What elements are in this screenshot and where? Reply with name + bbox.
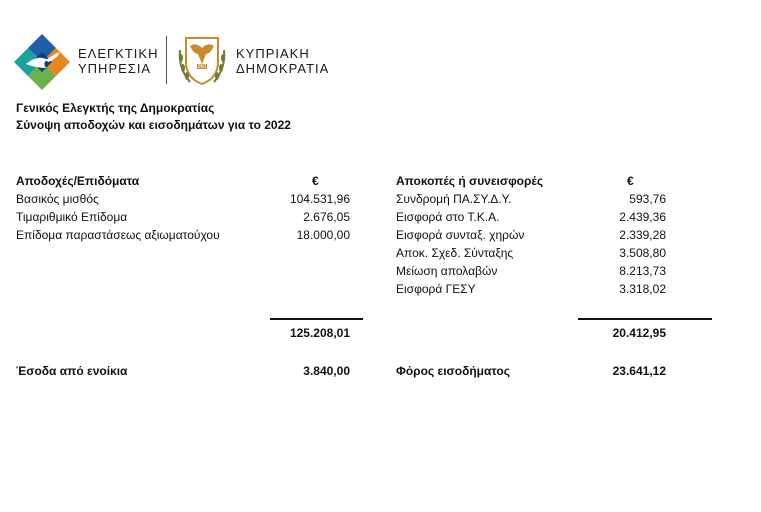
audit-office-emblem-icon: [12, 34, 72, 90]
income-tax-label: Φόρος εισοδήματος: [396, 364, 510, 378]
cyprus-republic-name-line2: ΔΗΜΟΚΡΑΤΙΑ: [236, 61, 330, 76]
deduction-item-value: 8.213,73: [619, 264, 666, 278]
deduction-item-label: Αποκ. Σχεδ. Σύνταξης: [396, 246, 514, 260]
audit-office-logo: [12, 34, 72, 90]
earnings-list: [16, 190, 350, 244]
list-item: [16, 226, 350, 244]
earnings-item-value: 18.000,00: [296, 228, 350, 242]
deduction-item-label: Μείωση απολαβών: [396, 264, 498, 278]
earnings-total: 125.208,01: [289, 326, 350, 340]
earnings-item-label: Τιμαριθμικό Επίδομα: [16, 210, 128, 224]
deductions-total-rule: [578, 318, 712, 320]
earnings-currency-label: €: [312, 174, 319, 188]
deductions-currency-label: €: [627, 174, 634, 188]
list-item: [396, 190, 666, 208]
list-item: [16, 208, 350, 226]
earnings-item-value: 104.531,96: [289, 192, 350, 206]
deduction-item-value: 2.439,36: [619, 210, 666, 224]
deduction-item-label: Εισφορά ΓΕΣΥ: [396, 282, 476, 296]
title-line1: Γενικός Ελεγκτής της Δημοκρατίας: [16, 101, 215, 115]
list-item: [16, 190, 350, 208]
list-item: [396, 244, 666, 262]
cyprus-coat-of-arms-icon: [176, 34, 228, 88]
deduction-item-value: 2.339,28: [619, 228, 666, 242]
audit-office-name-line2: ΥΠΗΡΕΣΙΑ: [78, 61, 152, 76]
rental-income-value: 3.840,00: [303, 364, 350, 378]
deduction-item-value: 3.508,80: [619, 246, 666, 260]
deductions-header-label: Αποκοπές ή συνεισφορές: [396, 174, 544, 188]
income-tax-value: 23.641,12: [612, 364, 666, 378]
title-line2: Σύνοψη αποδοχών και εισοδημάτων για το 2022: [16, 118, 291, 132]
cyprus-republic-name-line1: ΚΥΠΡΙΑΚΗ: [236, 46, 310, 61]
earnings-item-label: Επίδομα παραστάσεως αξιωματούχου: [16, 228, 220, 242]
cyprus-republic-name: [236, 46, 329, 76]
deduction-item-label: Συνδρομή ΠΑ.ΣΥ.Δ.Υ.: [396, 192, 512, 206]
earnings-item-value: 2.676,05: [303, 210, 350, 224]
deduction-item-value: 3.318,02: [619, 282, 666, 296]
list-item: [396, 280, 666, 298]
list-item: [396, 208, 666, 226]
deduction-item-label: Εισφορά συνταξ. χηρών: [396, 228, 525, 242]
deduction-item-label: Εισφορά στο Τ.Κ.Α.: [396, 210, 500, 224]
audit-office-name: [78, 46, 158, 76]
cyprus-republic-logo: [176, 34, 228, 88]
logo-divider: [166, 36, 167, 84]
document-title: [16, 100, 291, 134]
earnings-item-label: Βασικός μισθός: [16, 192, 99, 206]
list-item: [396, 262, 666, 280]
earnings-header-label: Αποδοχές/Επιδόματα: [16, 174, 140, 188]
list-item: [396, 226, 666, 244]
deductions-list: [396, 190, 666, 298]
deductions-total: 20.412,95: [612, 326, 666, 340]
emblem-year: 1960: [195, 64, 207, 70]
earnings-total-rule: [270, 318, 363, 320]
rental-income-label: Έσοδα από ενοίκια: [16, 364, 128, 378]
audit-office-name-line1: ΕΛΕΓΚΤΙΚΗ: [78, 46, 159, 61]
deduction-item-value: 593,76: [629, 192, 666, 206]
